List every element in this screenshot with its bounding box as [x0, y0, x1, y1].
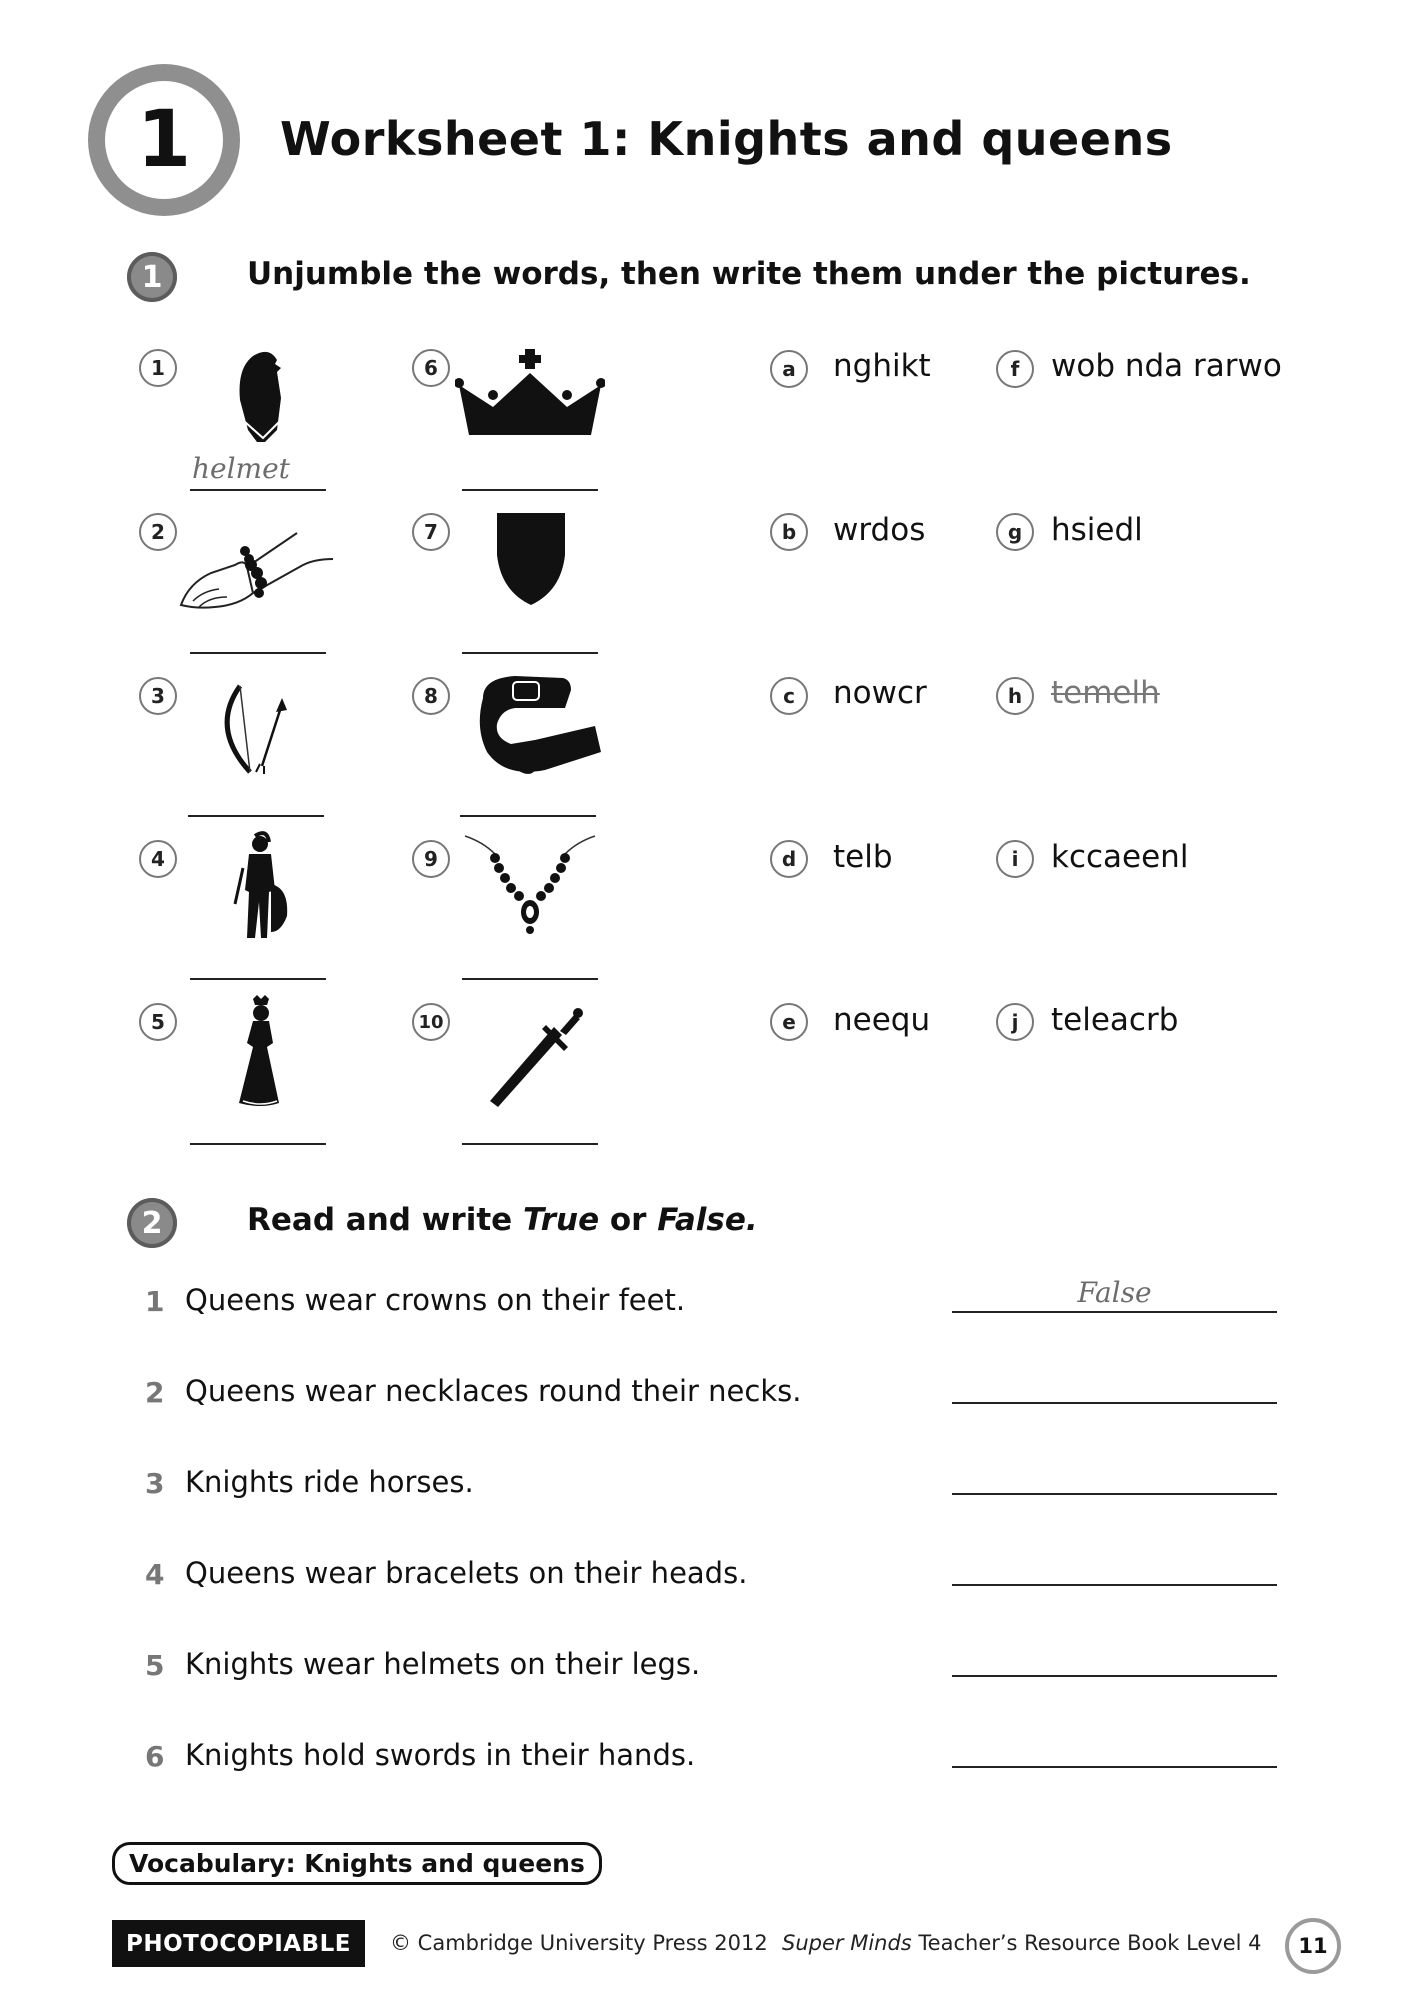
answer-line[interactable] — [190, 978, 326, 980]
exercise-1-badge: 1 — [127, 252, 177, 302]
answer-line[interactable] — [462, 489, 598, 491]
jumbled-word: wrdos — [833, 512, 926, 548]
word-letter: h — [996, 677, 1034, 715]
helmet-icon — [185, 338, 335, 458]
photocopiable-label: PHOTOCOPIABLE — [112, 1920, 365, 1967]
bracelet-icon — [175, 505, 325, 625]
picture-number: 5 — [139, 1003, 177, 1041]
word-letter: c — [770, 677, 808, 715]
question-number: 3 — [145, 1467, 165, 1500]
shield-icon — [455, 505, 605, 625]
answer-line[interactable] — [190, 652, 326, 654]
word-letter: f — [996, 350, 1034, 388]
question-text: Knights hold swords in their hands. — [185, 1738, 696, 1772]
unit-number: 1 — [105, 81, 223, 199]
word-letter: d — [770, 840, 808, 878]
question-number: 6 — [145, 1740, 165, 1773]
page-title: Worksheet 1: Knights and queens — [280, 112, 1173, 166]
picture-number: 2 — [139, 513, 177, 551]
jumbled-word: teleacrb — [1051, 1002, 1179, 1038]
answer-line[interactable] — [952, 1766, 1277, 1768]
belt-icon — [475, 668, 625, 788]
picture-number: 10 — [412, 1003, 450, 1041]
instruction-or: or — [599, 1202, 658, 1238]
sword-icon — [470, 993, 620, 1113]
jumbled-word: nowcr — [833, 675, 927, 711]
answer-line[interactable] — [952, 1311, 1277, 1313]
book-title-series: Super Minds — [782, 1931, 912, 1955]
picture-number: 7 — [412, 513, 450, 551]
answer-line[interactable] — [462, 978, 598, 980]
jumbled-word: wob nda rarwo — [1051, 348, 1282, 384]
jumbled-word: hsiedl — [1051, 512, 1143, 548]
exercise-2-badge: 2 — [127, 1198, 177, 1248]
picture-number: 6 — [412, 349, 450, 387]
answer-line[interactable] — [952, 1675, 1277, 1677]
jumbled-word: nghikt — [833, 348, 931, 384]
word-letter: e — [770, 1003, 808, 1041]
jumbled-word: telb — [833, 839, 893, 875]
question-number: 1 — [145, 1285, 165, 1318]
word-letter: a — [770, 350, 808, 388]
answer-line[interactable] — [188, 815, 324, 817]
question-text: Knights ride horses. — [185, 1465, 474, 1499]
word-letter: b — [770, 513, 808, 551]
answer-line[interactable] — [952, 1493, 1277, 1495]
instruction-false: False. — [657, 1202, 758, 1238]
book-title-rest: Teacher’s Resource Book Level 4 — [911, 1931, 1262, 1955]
picture-number: 3 — [139, 677, 177, 715]
queen-icon — [185, 993, 335, 1113]
question-text: Queens wear crowns on their feet. — [185, 1283, 686, 1317]
question-text: Knights wear helmets on their legs. — [185, 1647, 701, 1681]
question-answer: False — [1077, 1276, 1152, 1309]
jumbled-word: kccaeenl — [1051, 839, 1189, 875]
answer-line[interactable] — [952, 1584, 1277, 1586]
question-number: 4 — [145, 1558, 165, 1591]
knight-icon — [185, 828, 335, 948]
picture-number: 8 — [412, 677, 450, 715]
vocabulary-label: Vocabulary: Knights and queens — [112, 1842, 602, 1885]
answer-line[interactable] — [190, 1143, 326, 1145]
jumbled-word-crossed-out: temelh — [1051, 675, 1160, 711]
word-letter: i — [996, 840, 1034, 878]
bow-and-arrow-icon — [190, 668, 340, 788]
answer-line[interactable] — [952, 1402, 1277, 1404]
word-letter: j — [996, 1003, 1034, 1041]
book-title — [782, 1931, 1262, 1955]
jumbled-word: neequ — [833, 1002, 931, 1038]
instruction-true: True — [522, 1202, 600, 1238]
instruction-prefix: Read and write — [247, 1202, 523, 1238]
answer-line[interactable] — [190, 489, 326, 491]
picture-number: 9 — [412, 840, 450, 878]
picture-answer: helmet — [192, 452, 290, 485]
question-text: Queens wear bracelets on their heads. — [185, 1556, 748, 1590]
exercise-2-instruction — [247, 1202, 758, 1238]
answer-line[interactable] — [462, 652, 598, 654]
answer-line[interactable] — [462, 1143, 598, 1145]
picture-number: 4 — [139, 840, 177, 878]
question-number: 5 — [145, 1649, 165, 1682]
necklace-icon — [455, 828, 605, 948]
question-number: 2 — [145, 1376, 165, 1409]
answer-line[interactable] — [460, 815, 596, 817]
copyright-text: © Cambridge University Press 2012 — [390, 1931, 768, 1955]
crown-icon — [455, 345, 605, 465]
exercise-1-instruction: Unjumble the words, then write them under the pictures. — [247, 256, 1251, 292]
picture-number: 1 — [139, 349, 177, 387]
question-text: Queens wear necklaces round their necks. — [185, 1374, 802, 1408]
page-number: 11 — [1285, 1918, 1341, 1974]
word-letter: g — [996, 513, 1034, 551]
